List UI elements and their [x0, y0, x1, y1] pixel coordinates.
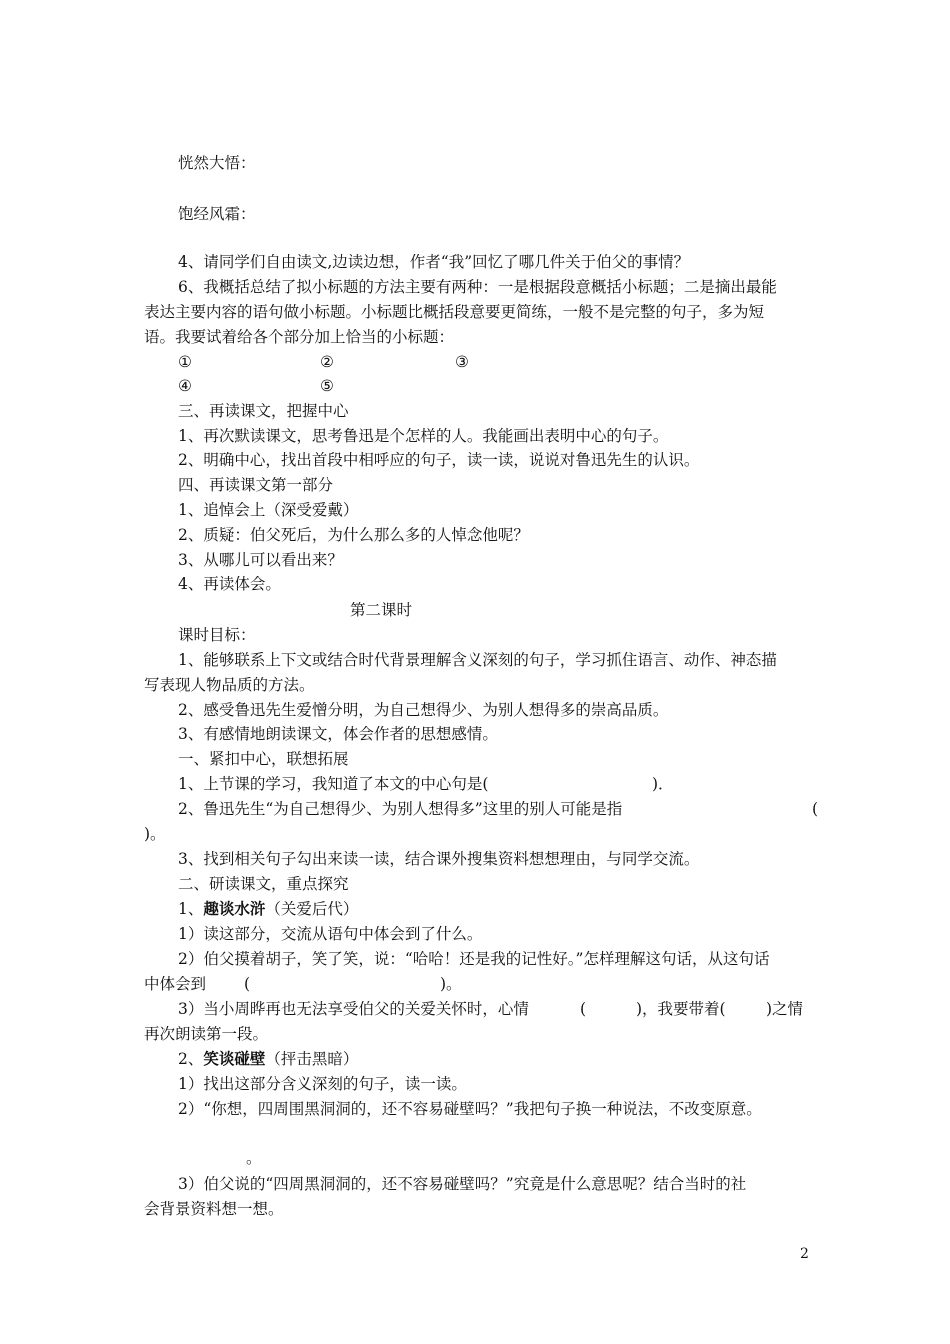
paragraph-line: 2）“你想，四周围黑洞洞的，还不容易碰壁吗？”我把句子换一种说法，不改变原意。	[178, 1100, 762, 1118]
paragraph-line: 6、我概括总结了拟小标题的方法主要有两种：一是根据段意概括小标题；二是摘出最能	[178, 278, 777, 296]
paragraph-line: 1）找出这部分含义深刻的句子，读一读。	[178, 1075, 467, 1093]
paragraph-line: 写表现人物品质的方法。	[144, 676, 315, 694]
subsection-heading: 1、趣谈水浒（关爱后代）	[178, 900, 359, 918]
section-heading: 四、再读课文第一部分	[178, 476, 334, 494]
paragraph-line: 课时目标：	[178, 626, 256, 644]
fill-in-line: 中体会到 ( )。	[144, 975, 462, 993]
paragraph-line: 2、明确中心，找出首段中相呼应的句子，读一读，说说对鲁迅先生的认识。	[178, 451, 700, 469]
subsection-heading: 2、笑谈碰壁（抨击黑暗）	[178, 1050, 359, 1068]
fill-in-line: 1、上节课的学习，我知道了本文的中心句是( )．	[178, 775, 674, 793]
paragraph-line: 2）伯父摸着胡子，笑了笑，说：“哈哈！还是我的记性好。”怎样理解这句话，从这句话	[178, 950, 770, 968]
section-heading: 三、再读课文，把握中心	[178, 402, 349, 420]
paragraph-line: 1、追悼会上（深受爱戴）	[178, 501, 359, 519]
answer-blank-end: 。	[246, 1149, 262, 1167]
section-heading: 一、紧扣中心，联想拓展	[178, 750, 349, 768]
paragraph-line: 1、能够联系上下文或结合时代背景理解含义深刻的句子，学习抓住语言、动作、神态描	[178, 651, 777, 669]
paragraph-line: 3、有感情地朗读课文，体会作者的思想感情。	[178, 725, 498, 743]
fill-in-line: 2、鲁迅先生“为自己想得少、为别人想得多”这里的别人可能是指 (	[178, 800, 818, 818]
blank-marker: ④	[178, 377, 192, 395]
vocab-item: 恍然大悟：	[178, 154, 256, 172]
section-heading: 二、研读课文，重点探究	[178, 875, 349, 893]
vocab-item: 饱经风霜：	[178, 205, 256, 223]
paragraph-line: )。	[144, 825, 166, 843]
lesson-title: 第二课时	[350, 601, 413, 619]
paragraph-line: 4、再读体会。	[178, 575, 281, 593]
paragraph-line: 3）伯父说的“四周黑洞洞的，还不容易碰壁吗？”究竟是什么意思呢？结合当时的社	[178, 1175, 747, 1193]
paragraph-line: 再次朗读第一段。	[144, 1025, 269, 1043]
fill-in-line: 3）当小周晔再也无法享受伯父的关爱关怀时，心情 ( )，我要带着( )之情	[178, 1000, 804, 1018]
page-number: 2	[800, 1246, 809, 1262]
question-line: 4、请同学们自由读文,边读边想，作者“我”回忆了哪几件关于伯父的事情？	[178, 253, 690, 271]
paragraph-line: 1）读这部分，交流从语句中体会到了什么。	[178, 925, 483, 943]
paragraph-line: 2、感受鲁迅先生爱憎分明，为自己想得少、为别人想得多的崇高品质。	[178, 701, 669, 719]
blank-marker: ②	[320, 353, 334, 371]
blank-marker: ③	[455, 353, 469, 371]
paragraph-line: 语。我要试着给各个部分加上恰当的小标题：	[144, 328, 455, 346]
paragraph-line: 3、从哪儿可以看出来？	[178, 551, 343, 569]
paragraph-line: 会背景资料想一想。	[144, 1200, 284, 1218]
paragraph-line: 3、找到相关句子勾出来读一读，结合课外搜集资料想想理由，与同学交流。	[178, 850, 700, 868]
blank-marker: ⑤	[320, 377, 334, 395]
paragraph-line: 2、质疑：伯父死后，为什么那么多的人悼念他呢？	[178, 526, 529, 544]
paragraph-line: 1、再次默读课文，思考鲁迅是个怎样的人。我能画出表明中心的句子。	[178, 427, 669, 445]
paragraph-line: 表达主要内容的语句做小标题。小标题比概括段意要更简练，一般不是完整的句子，多为短	[144, 303, 765, 321]
blank-marker: ①	[178, 353, 192, 371]
